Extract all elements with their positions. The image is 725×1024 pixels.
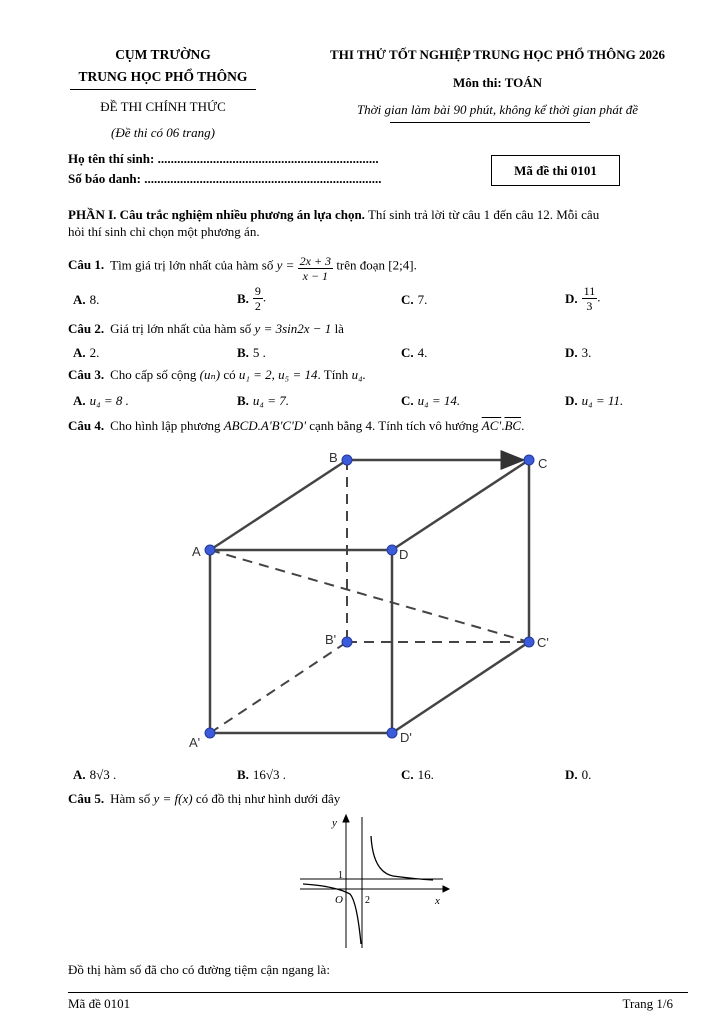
question-1-func-num: 2x + 3 [299,254,332,268]
question-4-text: Cho hình lập phương [110,418,224,433]
q4-option-c[interactable] [401,767,434,783]
option-value: u₄ = 14. [417,393,461,408]
option-value: u₄ = 11. [581,393,624,408]
question-5-text-post: có đồ thị như hình dưới đây [192,791,341,806]
edge-a1b1 [210,642,347,733]
question-4-vector-2: $\overline{BC}$ [504,418,522,433]
option-letter: B. [237,393,249,408]
footer-divider [68,992,688,993]
official-exam-label: ĐỀ THI CHÍNH THỨC [100,99,226,114]
option-fraction [253,284,263,313]
q2-option-d[interactable] [565,345,591,361]
graph-label-two: 2 [365,895,370,906]
option-letter: A. [73,345,86,360]
question-4-end: . [521,418,525,433]
school-name: TRUNG HỌC PHỔ THÔNG [78,69,248,84]
q3-option-a[interactable] [73,393,129,409]
vertex-label-b: B [329,450,338,465]
q2-option-a[interactable] [73,345,99,361]
option-letter: B. [237,290,249,306]
question-5-prompt: Đồ thị hàm số đã cho có đường tiệm cận ngang là: [68,962,330,977]
option-letter: C. [401,292,414,307]
vertex-label-c1: C' [537,635,549,650]
option-value: u₄ = 7. [252,393,289,408]
question-1-func-den: x − 1 [302,269,329,283]
vertex-c-dot [524,455,534,465]
option-letter: A. [73,393,86,408]
graph-label-y: y [332,817,337,829]
option-value: 8. [89,292,100,307]
header-underline-left [70,89,256,90]
question-2-text: Giá trị lớn nhất của hàm số [110,321,255,336]
vertex-label-c: C [538,456,548,471]
subject-label: Môn thi: TOÁN [452,75,543,90]
option-value: 2. [89,345,100,360]
option-value: 4. [417,345,428,360]
question-4 [68,418,524,434]
q2-option-b[interactable] [237,345,266,361]
graph-label-x: x [435,895,440,907]
option-num: 9 [254,284,261,298]
candidate-name-field: Họ tên thí sinh: .................................................................... [68,151,379,166]
q4-option-a[interactable] [73,767,116,783]
question-3-cond: u₁ = 2, u₅ = 14 [238,367,318,382]
question-3-label: Câu 3. [68,367,105,382]
edge-ab [210,460,347,550]
option-value: 7. [417,292,428,307]
header-underline-right [390,122,590,123]
question-3-text-post: . Tính [317,367,352,382]
question-3-target: u₄. [351,367,366,382]
question-5-func: y = f(x) [153,791,193,806]
graph-label-origin: O [335,894,343,906]
footer-page-number: Trang 1/6 [622,996,673,1011]
question-5 [68,791,340,807]
q4-option-b[interactable] [237,767,286,783]
question-2-text-post: là [331,321,344,336]
question-2-func: y = 3sin2x − 1 [254,321,332,336]
question-1-label: Câu 1. [68,257,105,273]
question-1-text-post: trên đoạn [2;4]. [336,257,417,273]
option-letter: C. [401,345,414,360]
part1-instruction: Thí sinh trả lời từ câu 1 đến câu 12. Mỗi câu [364,207,600,222]
vertex-label-a: A [192,544,201,559]
question-3 [68,367,366,383]
question-4-cube: ABCD.A'B'C'D' [223,418,306,433]
edge-d1c1 [392,642,529,733]
duration-label: Thời gian làm bài 90 phút, không kể thời gian phát đề [356,102,639,117]
q3-option-b[interactable] [237,393,289,409]
question-3-seq: (uₙ) [199,367,221,382]
question-2-label: Câu 2. [68,321,105,336]
q2-option-c[interactable] [401,345,427,361]
option-den: 3 [586,299,593,313]
option-letter: D. [565,345,578,360]
question-5-label: Câu 5. [68,791,105,806]
vertex-d-dot [387,545,397,555]
question-1-text: Tìm giá trị lớn nhất của hàm số [110,257,277,273]
vertex-b-dot [342,455,352,465]
question-3-text: Cho cấp số cộng [110,367,200,382]
cube-figure [185,445,555,755]
option-value: 16√3 . [252,767,287,782]
q3-option-d[interactable] [565,393,623,409]
option-fraction [582,284,598,313]
x-axis-arrow [443,886,449,892]
q1-option-c[interactable] [401,292,427,308]
option-letter: C. [401,393,414,408]
footer-exam-code: Mã đề 0101 [68,996,131,1011]
question-4-text-post: cạnh bằng 4. Tính tích vô hướng [305,418,482,433]
question-4-dot: . [501,418,505,433]
question-2 [68,321,344,337]
vertex-label-b1: B' [325,632,337,647]
option-letter: D. [565,393,578,408]
option-letter: B. [237,767,249,782]
y-axis-arrow [343,815,349,822]
option-value: 3. [581,345,592,360]
q4-option-d[interactable] [565,767,591,783]
diagonal-ac1 [210,550,529,642]
vertex-a-dot [205,545,215,555]
vertex-label-a1: A' [189,735,201,750]
edge-dc [392,460,529,550]
vertex-label-d: D [399,547,409,562]
option-value: 16. [417,767,434,782]
option-value: 5 . [252,345,266,360]
question-4-vector-1: AC' [481,418,502,433]
part1-heading [68,207,678,223]
option-letter: D. [565,290,578,306]
option-letter: B. [237,345,249,360]
option-value: u₄ = 8 . [89,393,129,408]
q3-option-c[interactable] [401,393,460,409]
q1-option-a[interactable] [73,292,99,308]
exam-title: THI THỬ TỐT NGHIỆP TRUNG HỌC PHỔ THÔNG 2026 [330,47,665,62]
vertex-d1-dot [387,728,397,738]
option-num: 11 [583,284,596,298]
function-graph [295,812,455,952]
option-letter: A. [73,292,86,307]
part1-title: PHẦN I. Câu trắc nghiệm nhiều phương án lựa chọn. [68,207,365,222]
question-1 [68,252,417,281]
vertex-label-d1: D' [400,730,412,745]
graph-label-one: 1 [338,870,343,881]
option-den: 2 [254,299,261,313]
option-letter: C. [401,767,414,782]
q1-option-b[interactable]: B. $\frac{9}{2}$ . [237,284,267,313]
q1-option-d[interactable]: D. $\frac{11}{3}$ . [565,284,601,313]
option-value: 0. [581,767,592,782]
question-3-text-mid: có [220,367,239,382]
question-1-fraction [298,254,333,283]
exam-code-box: Mã đề thi 0101 [491,155,620,186]
option-letter: D. [565,767,578,782]
vertex-a1-dot [205,728,215,738]
vertex-c1-dot [524,637,534,647]
question-4-label: Câu 4. [68,418,105,433]
page-count-note: (Đề thi có 06 trang) [111,125,215,140]
option-value: 8√3 . [89,767,117,782]
question-5-text: Hàm số [110,791,154,806]
candidate-id-field: Số báo danh: ......................................................................... [68,171,382,186]
curve-left-branch [303,884,361,944]
part1-instruction-2: hỏi thí sinh chỉ chọn một phương án. [68,224,260,239]
option-letter: A. [73,767,86,782]
question-1-func-y: y = [276,257,295,273]
school-cluster: CỤM TRƯỜNG [115,47,211,62]
curve-right-branch [371,836,433,880]
vertex-b1-dot [342,637,352,647]
